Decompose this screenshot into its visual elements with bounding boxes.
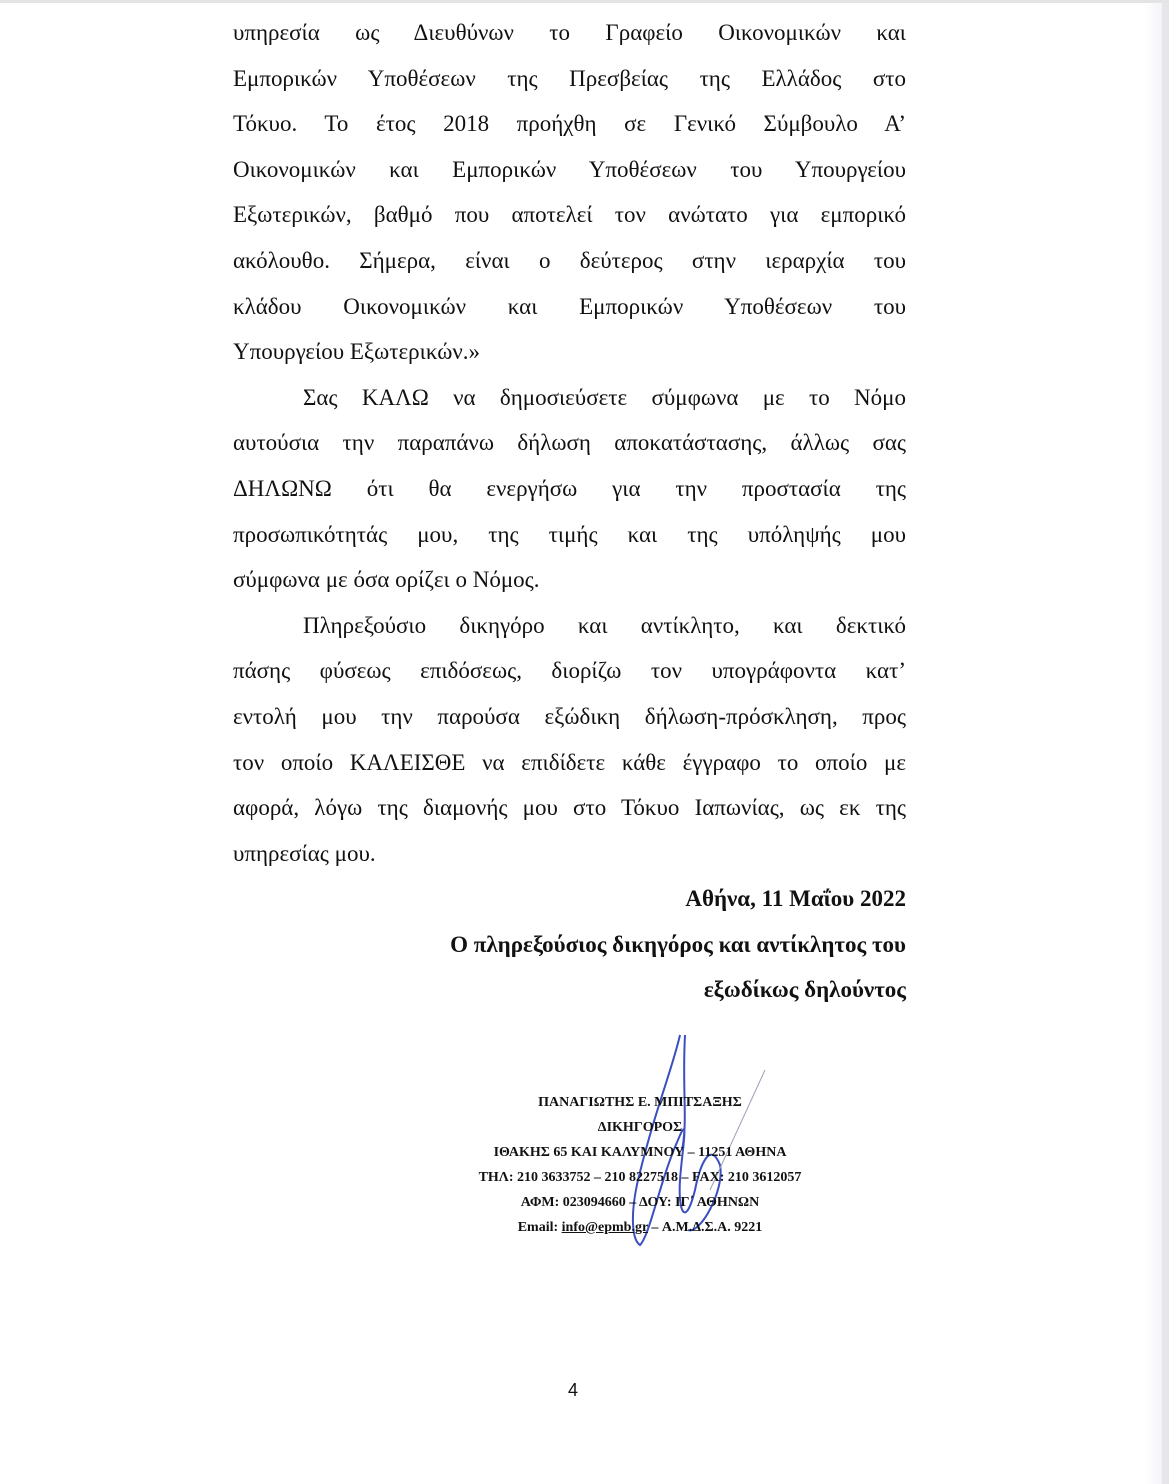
closing-signatory-line1: Ο πληρεξούσιος δικηγόρος και αντίκλητος του [450,931,906,957]
paragraph-line: εντολή μου την παρούσα εξώδικη δήλωση-πρόσκληση, προς [233,703,906,729]
paragraph-line: σύμφωνα με όσα ορίζει ο Νόμος. [233,567,540,593]
paragraph-line: πάσης φύσεως επιδόσεως, διορίζω τον υπογράφοντα κατ’ [233,658,906,684]
stamp-phones: ΤΗΛ: 210 3633752 – 210 8227518 – FAX: 210 3612057 [478,1170,802,1185]
email-link[interactable]: info@epmb.gr [561,1220,648,1235]
email-label: Email: [517,1220,559,1235]
closing-signatory-line2: εξωδίκως δηλούντος [703,977,906,1003]
paragraph-line: ακόλουθο. Σήμερα, είναι ο δεύτερος στην ιεραρχία του [233,247,906,273]
page-number: 4 [567,1380,578,1400]
amdsa: – Α.Μ.Δ.Σ.Α. 9221 [651,1220,763,1235]
paragraph-line: αυτούσια την παραπάνω δήλωση αποκατάστασης, άλλως σας [233,430,906,456]
lawyer-stamp [440,1090,840,1240]
paragraph-line: υπηρεσία ως Διευθύνων το Γραφείο Οικονομικών και [233,20,906,45]
top-border [0,0,1169,3]
paragraph-line: προσωπικότητάς μου, της τιμής και της υπόληψής μου [233,521,906,547]
stamp-title: ΔΙΚΗΓΟΡΟΣ [597,1120,683,1135]
paragraph-line: Πληρεξούσιο δικηγόρο και αντίκλητο, και δεκτικό [303,612,906,638]
document-body [233,15,906,1018]
closing-place-date: Αθήνα, 11 Μαΐου 2022 [685,886,906,912]
paragraph-line: Σας ΚΑΛΩ να δημοσιεύσετε σύμφωνα με το Νόμο [303,384,906,410]
stamp-name: ΠΑΝΑΓΙΩΤΗΣ Ε. ΜΠΙΤΣΑΞΗΣ [538,1095,742,1110]
paragraph-line: αφορά, λόγω της διαμονής μου στο Τόκυο Ιαπωνίας, ως εκ της [233,795,906,821]
stamp-tax: ΑΦΜ: 023094660 – ΔΟΥ: ΙΓ΄ ΑΘΗΝΩΝ [520,1195,760,1210]
paragraph-line: Εμπορικών Υποθέσεων της Πρεσβείας της Ελλάδος στο [233,65,906,91]
paragraph-line: Οικονομικών και Εμπορικών Υποθέσεων του Υπουργείου [233,156,906,182]
paragraph-line: υπηρεσίας μου. [233,840,376,866]
paragraph-line: τον οποίο ΚΑΛΕΙΣΘΕ να επιδίδετε κάθε έγγραφο το οποίο με [233,749,906,775]
page-edge-shadow [1144,3,1162,1484]
paragraph-line: ΔΗΛΩΝΩ ότι θα ενεργήσω για την προστασία της [233,475,906,501]
stamp-contact [440,1215,840,1240]
paragraph-line: Τόκυο. Το έτος 2018 προήχθη σε Γενικό Σύμβουλο Α’ [233,111,906,137]
paragraph-line: Υπουργείου Εξωτερικών.» [233,339,481,365]
paragraph-line: Εξωτερικών, βαθμό που αποτελεί τον ανώτατο για εμπορικό [233,202,906,228]
page-edge [1162,3,1169,1484]
paragraph-line: κλάδου Οικονομικών και Εμπορικών Υποθέσεων του [233,293,906,319]
stamp-address: ΙΘΑΚΗΣ 65 ΚΑΙ ΚΑΛΥΜΝΟΥ – 11251 ΑΘΗΝΑ [493,1145,787,1160]
